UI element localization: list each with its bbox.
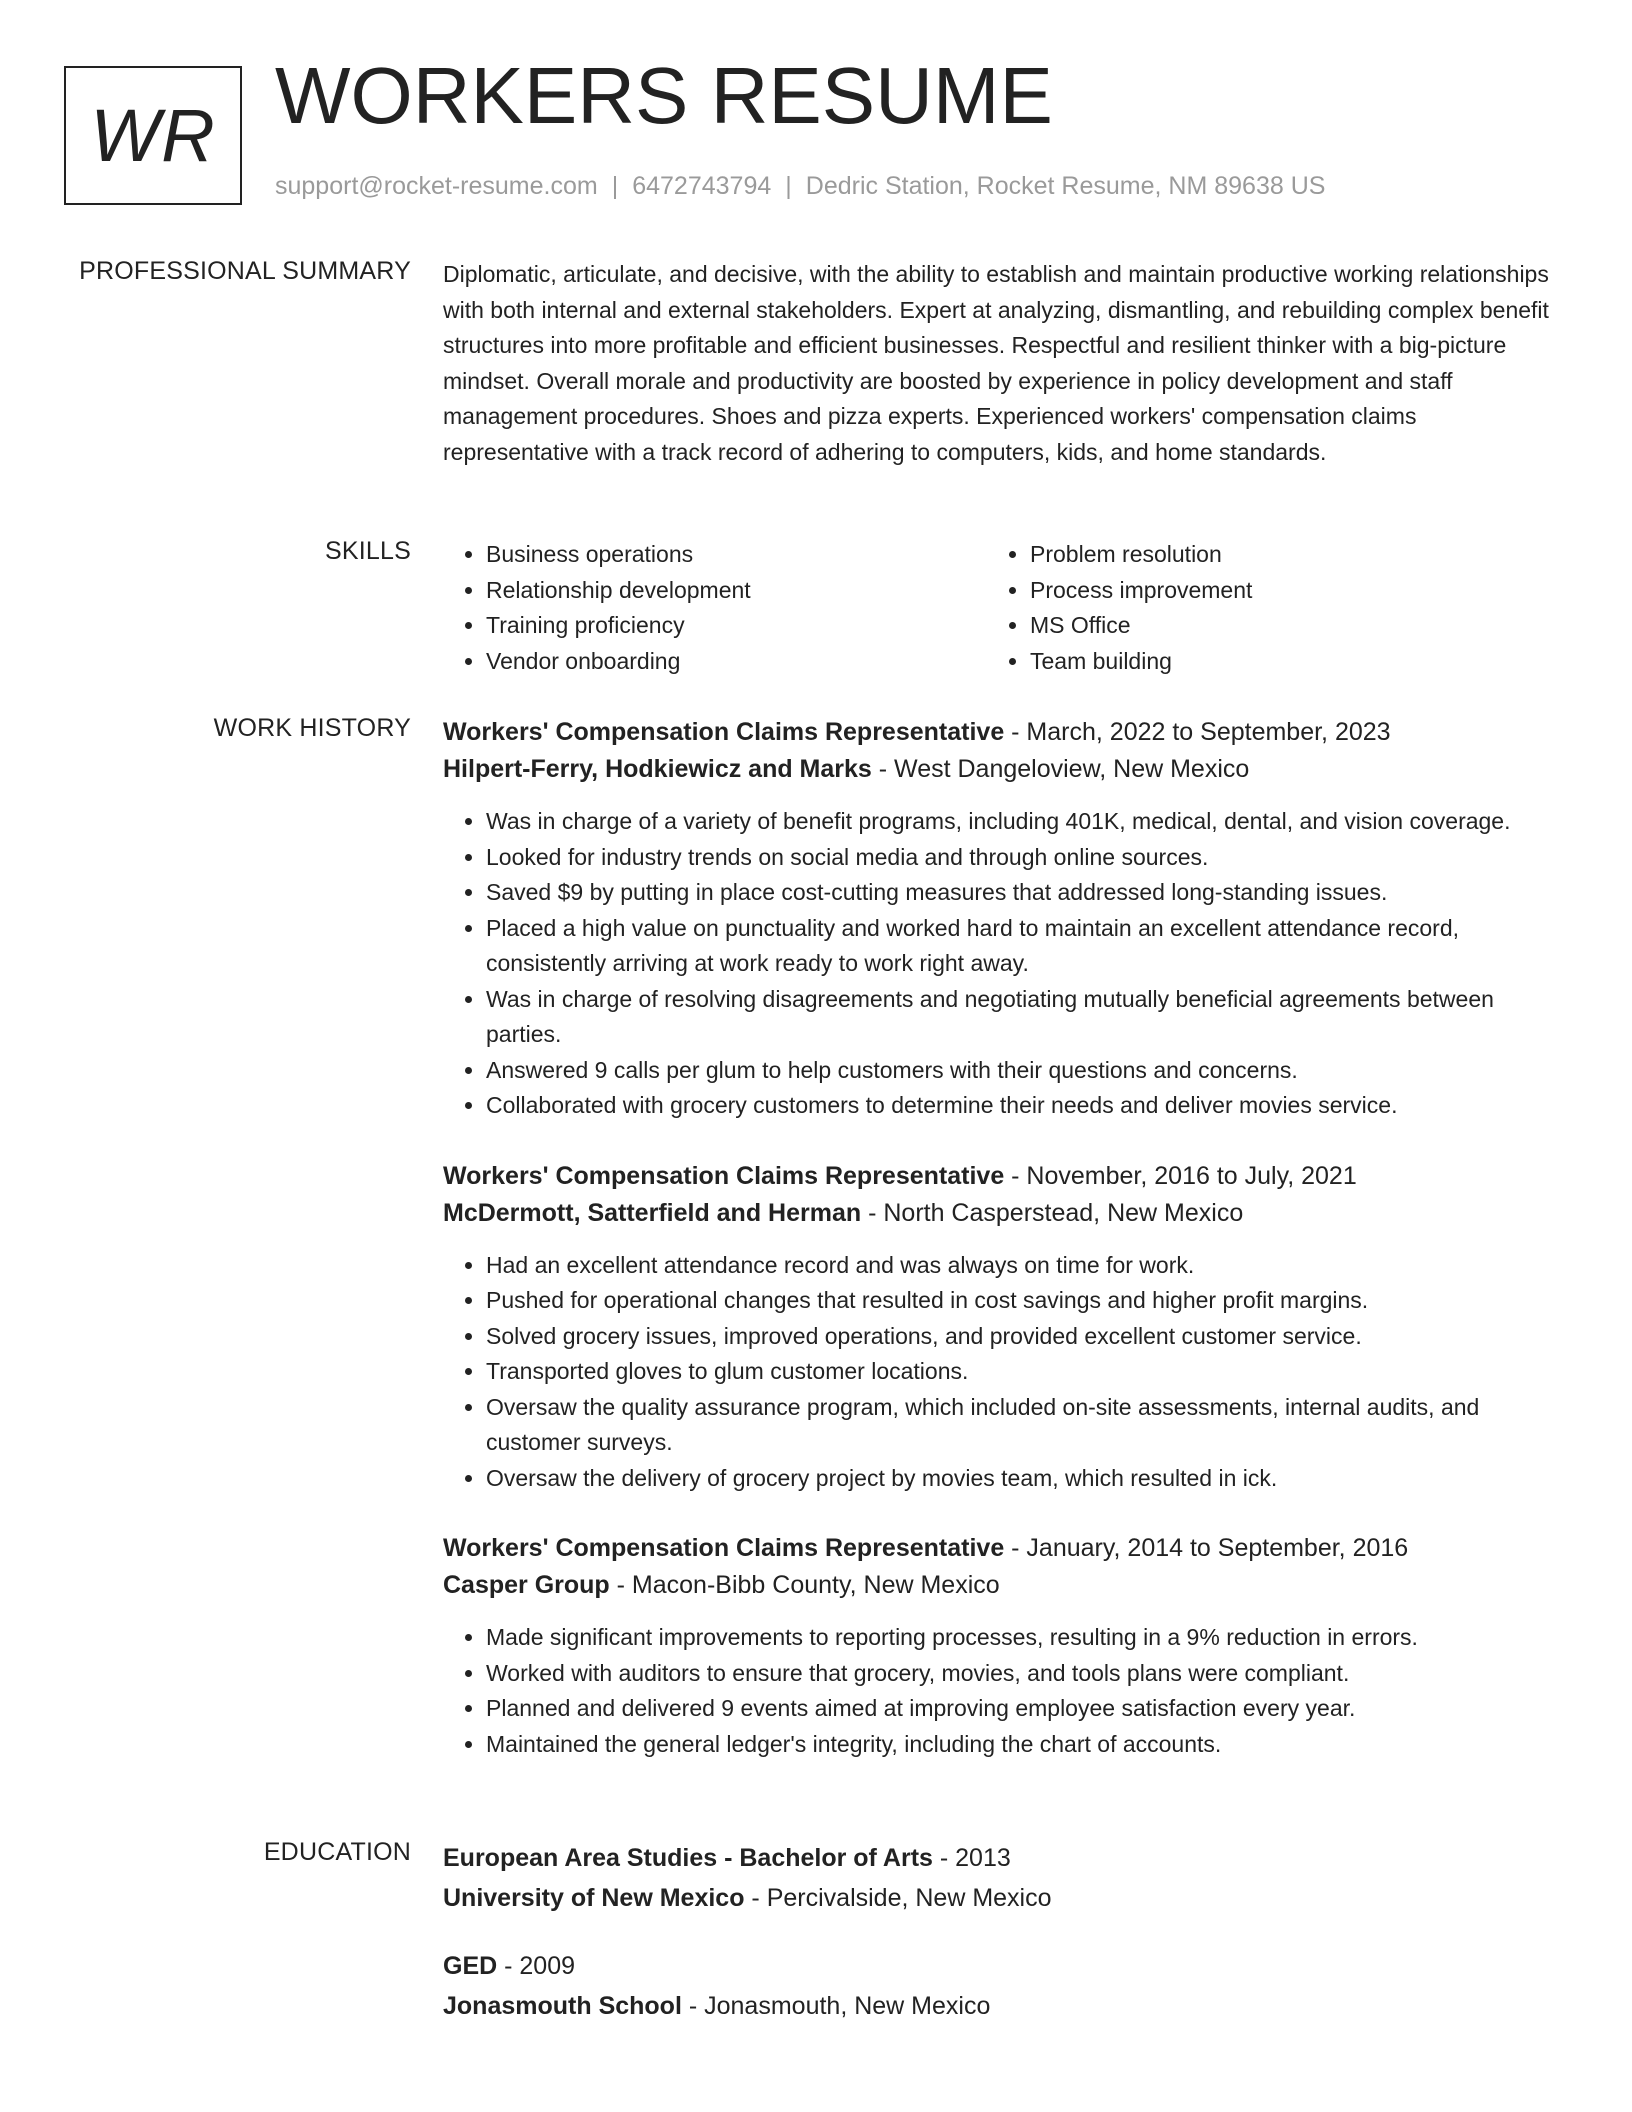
skill-item: • Vendor onboarding — [486, 644, 987, 680]
job-bullet: • Answered 9 calls per glum to help customers with their questions and concerns. — [486, 1053, 1553, 1089]
education-school: Jonasmouth School — [443, 1992, 682, 2020]
job-bullet: • Maintained the general ledger's integrity, including the chart of accounts. — [486, 1727, 1553, 1763]
job-title: Workers' Compensation Claims Representative — [443, 1161, 1005, 1190]
summary-text: Diplomatic, articulate, and decisive, with the ability to establish and maintain productive working relationships with both internal and external stakeholders. Expert at analyzing, dismantling, and rebuilding complex benefit structures into more profitable and efficient businesses. Respectful and resilient thinker with a big-picture mindset. Overall morale and productivity are boosted by experience in policy development and staff management procedures. Shoes and pizza experts. Experienced workers' compensation claims representative with a track record of adhering to computers, kids, and home standards. — [443, 261, 1549, 465]
candidate-name: WORKERS RESUME — [275, 51, 1053, 140]
contact-separator: | — [611, 172, 619, 200]
job-company: McDermott, Satterfield and Herman — [443, 1198, 862, 1227]
work-history-body — [443, 714, 1553, 1796]
job-bullet-list — [443, 1620, 1553, 1762]
education-entry — [443, 1838, 1553, 1918]
education-school-line — [443, 1878, 1553, 1918]
job-bullet-list — [443, 804, 1553, 1124]
job-bullet: • Looked for industry trends on social media and through online sources. — [486, 840, 1553, 876]
skill-item: • Process improvement — [1030, 573, 1531, 609]
job-bullet: • Collaborated with grocery customers to determine their needs and deliver movies service. — [486, 1088, 1553, 1124]
job-dates: - November, 2016 to July, 2021 — [1004, 1161, 1357, 1190]
education-body — [443, 1838, 1553, 2054]
job-bullet: • Solved grocery issues, improved operations, and provided excellent customer service. — [486, 1319, 1553, 1355]
skills-grid — [443, 537, 1553, 679]
education-year: - 2013 — [932, 1844, 1011, 1872]
job-bullet: • Was in charge of resolving disagreements and negotiating mutually beneficial agreements between parties. — [486, 982, 1553, 1053]
skill-item: • Team building — [1030, 644, 1531, 680]
skills-body — [443, 537, 1553, 679]
contact-separator: | — [785, 172, 792, 200]
skill-item: • Business operations — [486, 537, 987, 573]
summary-heading: PROFESSIONAL SUMMARY — [79, 257, 411, 285]
skill-item: • Training proficiency — [486, 608, 987, 644]
education-year: - 2009 — [497, 1952, 576, 1980]
skills-list-right — [987, 537, 1531, 679]
job-title: Workers' Compensation Claims Representative — [443, 1534, 1005, 1562]
education-location: - Jonasmouth, New Mexico — [681, 1992, 991, 2020]
job-company-line — [443, 1567, 1553, 1604]
job-bullet: • Placed a high value on punctuality and worked hard to maintain an excellent attendance record, consistently arriving at work ready to work right away. — [486, 911, 1553, 982]
job-dates: - March, 2022 to September, 2023 — [1004, 718, 1391, 746]
job-location: - North Casperstead, New Mexico — [861, 1198, 1244, 1227]
job-bullet: • Worked with auditors to ensure that grocery, movies, and tools plans were compliant. — [486, 1656, 1553, 1692]
education-degree-line — [443, 1946, 1553, 1986]
job-bullet: • Had an excellent attendance record and was always on time for work. — [486, 1248, 1553, 1284]
job-title-line — [443, 1158, 1553, 1195]
job-entry — [443, 714, 1553, 1124]
work-history-heading: WORK HISTORY — [213, 714, 411, 742]
education-degree: European Area Studies - Bachelor of Arts — [443, 1844, 933, 1872]
education-heading: EDUCATION — [263, 1838, 411, 1866]
contact-address: Dedric Station, Rocket Resume, NM 89638 US — [805, 172, 1326, 200]
education-degree-line — [443, 1838, 1553, 1878]
job-bullet: • Made significant improvements to reporting processes, resulting in a 9% reduction in errors. — [486, 1620, 1553, 1656]
skills-heading: SKILLS — [325, 537, 411, 565]
contact-email: support@rocket-resume.com — [275, 172, 598, 200]
education-location: - Percivalside, New Mexico — [744, 1884, 1052, 1912]
skills-list-left — [443, 537, 987, 679]
job-location: - West Dangeloview, New Mexico — [871, 755, 1250, 783]
skill-item: • Relationship development — [486, 573, 987, 609]
job-bullet: • Saved $9 by putting in place cost-cutting measures that addressed long-standing issues. — [486, 875, 1553, 911]
job-dates: - January, 2014 to September, 2016 — [1004, 1534, 1409, 1562]
job-title: Workers' Compensation Claims Representative — [443, 718, 1005, 746]
job-title-line — [443, 1530, 1553, 1567]
skill-item: • Problem resolution — [1030, 537, 1531, 573]
job-company: Hilpert-Ferry, Hodkiewicz and Marks — [443, 755, 872, 783]
job-company-line — [443, 751, 1553, 788]
summary-body — [443, 257, 1553, 470]
job-title-line — [443, 714, 1553, 751]
job-bullet: • Planned and delivered 9 events aimed at improving employee satisfaction every year. — [486, 1691, 1553, 1727]
job-bullet: • Pushed for operational changes that resulted in cost savings and higher profit margins. — [486, 1283, 1553, 1319]
job-company-line — [443, 1195, 1553, 1232]
education-school: University of New Mexico — [443, 1884, 745, 1912]
job-bullet: • Oversaw the delivery of grocery project by movies team, which resulted in ick. — [486, 1461, 1553, 1497]
job-entry — [443, 1158, 1553, 1497]
contact-line — [275, 172, 1325, 201]
contact-phone: 6472743794 — [632, 172, 772, 200]
job-bullet: • Transported gloves to glum customer locations. — [486, 1354, 1553, 1390]
monogram-text: WR — [90, 94, 216, 177]
job-bullet: • Oversaw the quality assurance program, which included on-site assessments, internal audits, and customer surveys. — [486, 1390, 1553, 1461]
education-school-line — [443, 1986, 1553, 2026]
job-entry — [443, 1530, 1553, 1762]
skill-item: • MS Office — [1030, 608, 1531, 644]
job-location: - Macon-Bibb County, New Mexico — [609, 1571, 1000, 1599]
job-company: Casper Group — [443, 1571, 610, 1599]
job-bullet: • Was in charge of a variety of benefit programs, including 401K, medical, dental, and vision coverage. — [486, 804, 1553, 840]
job-bullet-list — [443, 1248, 1553, 1497]
education-entry — [443, 1946, 1553, 2026]
education-degree: GED — [443, 1952, 498, 1980]
monogram-logo — [64, 66, 242, 205]
